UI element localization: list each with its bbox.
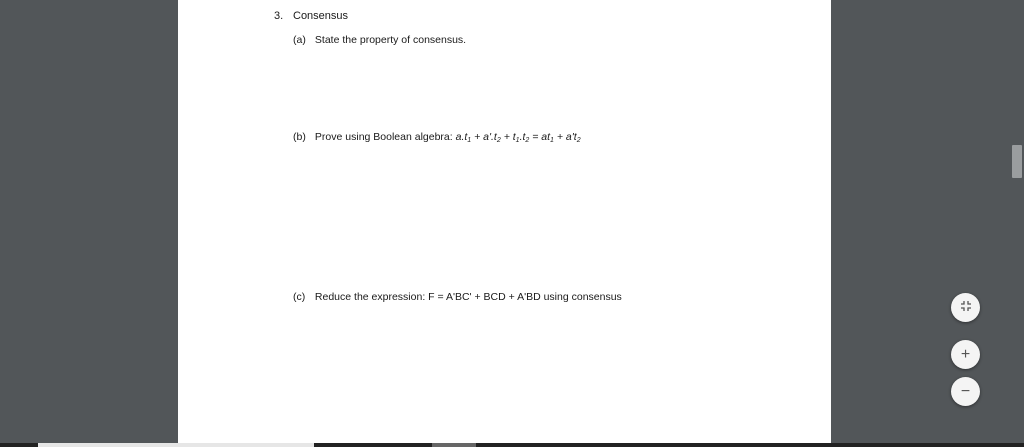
vertical-scrollbar-thumb[interactable] (1012, 145, 1022, 178)
question-title: Consensus (293, 10, 349, 22)
bottom-strip-segment (38, 443, 314, 447)
fit-to-page-icon (960, 299, 972, 317)
part-b (293, 131, 581, 144)
part-a (293, 34, 466, 46)
bottom-strip-segment (432, 443, 476, 447)
part-a-text: State the property of consensus. (314, 34, 467, 46)
question-number: 3. (274, 10, 284, 22)
document-page (178, 0, 831, 447)
plus-icon: + (960, 345, 971, 363)
bottom-toolbar-strip (0, 443, 1024, 447)
minus-icon: − (960, 382, 971, 400)
part-c-text: Reduce the expression: F = A'BC' + BCD + A'BD using consensus (314, 291, 622, 303)
part-b-text: Prove using Boolean algebra: (314, 131, 456, 143)
zoom-in-button[interactable] (951, 340, 980, 369)
part-b-label: (b) (293, 131, 306, 143)
zoom-out-button[interactable] (951, 377, 980, 406)
part-a-label: (a) (293, 34, 306, 46)
part-c (293, 291, 622, 303)
part-c-label: (c) (293, 291, 306, 303)
fit-to-page-button[interactable] (951, 293, 980, 322)
boolean-expression: $a.t_1 + a'.t_2 + t_1.t_2 = at_1 + a't_2$ (455, 131, 581, 144)
